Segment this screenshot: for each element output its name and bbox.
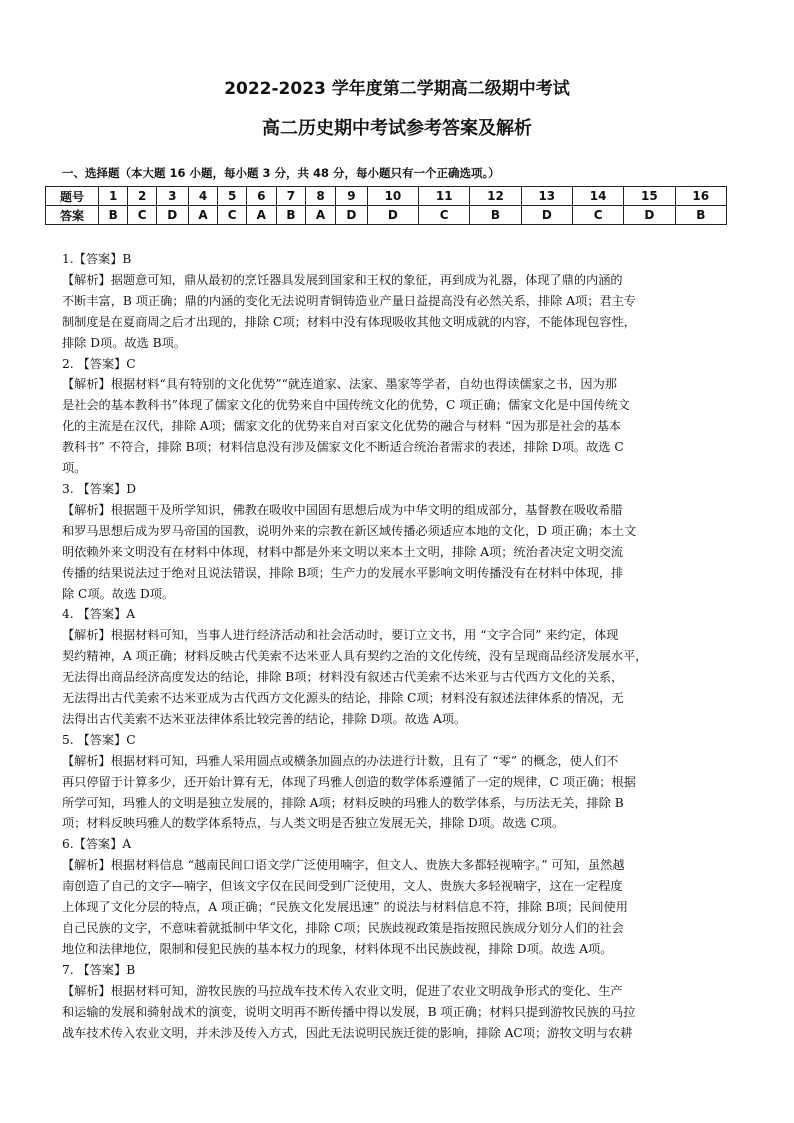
question-number: 16 [675,187,726,206]
question-number: 2 [128,187,156,206]
answer-cell: B [675,206,726,225]
question-number: 14 [572,187,623,206]
row-label: 答案 [46,206,99,225]
answer-line: 2. 【答案】C [62,356,136,371]
answer-line: 6.【答案】A [62,837,132,852]
explanation-line: 【解析】根据材料可知，游牧民族的马拉战车技术传入农业文明，促进了农业文明战争形式的变化、生产 [62,983,623,998]
answer-line: 7. 【答案】B [62,962,136,977]
answer-cell: C [128,206,156,225]
question-number: 9 [335,187,367,206]
exam-title: 2022-2023 学年度第二学期高二级期中考试 [224,79,570,99]
answer-line: 5. 【答案】C [62,732,136,747]
section-heading: 一、选择题（本大题 16 小题，每小题 3 分，共 48 分，每小题只有一个正确选项。） [62,166,500,180]
explanation-line: 无法得出古代美索不达米亚成为古代西方文化源头的结论，排除 C项；材料没有叙述法律体系的情况，无 [62,691,624,706]
question-number: 5 [218,187,246,206]
answer-cell: C [218,206,246,225]
answer-cell: A [188,206,218,225]
answer-cell: B [99,206,128,225]
question-number-row [46,187,727,206]
explanation-line: 和罗马思想后成为罗马帝国的国教，说明外来的宗教在新区域传播必须适应本地的文化，D 项正确；本土文 [62,523,637,538]
explanation-line: 教科书” 不符合，排除 B项；材料信息没有涉及儒家文化不断适合统治者需求的表述，排除 D项。故选 C [62,440,624,455]
answer-key-subtitle: 高二历史期中考试参考答案及解析 [262,118,532,139]
answer-cell: A [306,206,336,225]
explanation-line: 契约精神，A 项正确；材料反映古代美索不达米亚人具有契约之治的文化传统，没有呈现商品经济发展水平， [62,649,648,664]
question-number: 4 [188,187,218,206]
question-number: 8 [306,187,336,206]
explanation-line: 法得出古代美索不达米亚法律体系比较完善的结论，排除 D项。故选 A项。 [62,711,467,726]
answer-line: 3. 【答案】D [62,481,137,496]
explanation-line: 所学可知，玛雅人的文明是独立发展的，排除 A项；材料反映的玛雅人的数学体系，与历法无关，排除 B [62,795,624,810]
explanation-line: 【解析】根据材料“具有特别的文化优势”“就连道家、法家、墨家等学者，自幼也得读儒家之书，因为那 [62,377,617,392]
explanations [62,249,734,1043]
answer-table [45,186,727,225]
question-number: 7 [276,187,305,206]
row-label: 题号 [46,187,99,206]
explanation-line: 化的主流是在汉代，排除 A项；儒家文化的优势来自对百家文化优势的融合与材料 “因为那是社会的基本 [62,419,622,434]
explanation-line: 【解析】根据材料可知，当事人进行经济活动和社会活动时，要订立文书，用 “文字合同” 来约定，体现 [62,628,619,643]
question-number: 12 [470,187,521,206]
explanation-line: 自己民族的文字，不意味着就抵制中华文化，排除 C项；民族歧视政策是指按照民族成分划分人们的社会 [62,921,624,935]
explanation-line: 南创造了自己的文字—喃字，但该文字仅在民间受到广泛使用，文人、贵族大多轻视喃字，这在一定程度 [62,879,623,894]
question-number: 3 [156,187,188,206]
explanation-line: 除 C项。故选 D项。 [62,586,175,601]
explanation-line: 项。 [62,461,87,476]
answer-cell: C [572,206,623,225]
answer-cell: C [419,206,470,225]
answer-cell: D [156,206,188,225]
question-number: 1 [99,187,128,206]
question-number: 10 [367,187,418,206]
explanation-line: 和运输的发展和骑射战术的演变，说明文明再不断传播中得以发展，B 项正确；材料只提到游牧民族的马拉 [62,1004,636,1019]
answer-cell: A [246,206,276,225]
explanation-line: 排除 D项。故选 B项。 [62,335,186,350]
explanation-line: 【解析】根据题干及所学知识，佛教在吸收中国固有思想后成为中华文明的组成部分，基督教在吸收希腊 [62,502,623,517]
question-number: 11 [419,187,470,206]
answer-cell: D [624,206,675,225]
explanation-line: 地位和法律地位，限制和侵犯民族的基本权力的现象，材料体现不出民族歧视，排除 D项。故选 A项。 [62,941,613,956]
explanation-line: 再只停留于计算多少，还开始计算有无，体现了玛雅人创造的数学体系遵循了一定的规律，C 项正确；根据 [62,774,636,789]
explanation-line: 是社会的基本教科书”体现了儒家文化的优势来自中国传统文化的优势，C 项正确；儒家文化是中国传统文 [62,398,630,413]
answer-row [46,206,727,225]
question-number: 6 [246,187,276,206]
answer-line: 1.【答案】B [62,252,132,266]
answer-line: 4. 【答案】A [62,607,136,622]
answer-cell: B [470,206,521,225]
explanation-line: 【解析】根据材料信息 “越南民间口语文学广泛使用喃字，但文人、贵族大多都轻视喃字。” 可知，虽然越 [62,858,625,873]
answer-cell: D [335,206,367,225]
answer-cell: D [367,206,418,225]
explanation-line: 传播的结果说法过于绝对且说法错误，排除 B项；生产力的发展水平影响文明传播没有在材料中体现，排 [62,565,624,580]
question-number: 13 [521,187,572,206]
answer-cell: D [521,206,572,225]
explanation-line: 【解析】根据材料可知，玛雅人采用圆点或横条加圆点的办法进行计数，且有了 “零” 的概念，使人们不 [62,753,619,768]
answer-cell: B [276,206,305,225]
explanation-line: 项；材料反映玛雅人的数学体系特点，与人类文明是否独立发展无关，排除 D项。故选 C项。 [62,816,565,831]
explanation-line: 战车技术传入农业文明，并未涉及传入方式，因此无法说明民族迁徙的影响，排除 AC项；游牧文明与农耕 [62,1025,633,1040]
explanation-line: 【解析】据题意可知，鼎从最初的烹饪器具发展到国家和王权的象征，再到成为礼器，体现了鼎的内涵的 [62,272,623,287]
question-number: 15 [624,187,675,206]
explanation-line: 上体现了文化分层的特点，A 项正确；“民族文化发展迅速” 的说法与材料信息不符，排除 B项；民间使用 [62,900,628,915]
explanation-line: 无法得出商品经济高度发达的结论，排除 B项；材料没有叙述古代美索不达米亚与古代西方文化的关系， [62,670,624,685]
explanation-line: 制制度是在夏商周之后才出现的，排除 C项；材料中没有体现吸收其他文明成就的内容，不能体现包容性， [62,314,636,329]
explanation-line: 明依赖外来文明没有在材料中体现，材料中都是外来文明以来本土文明，排除 A项；统治者决定文明交流 [62,544,624,559]
explanation-line: 不断丰富，B 项正确；鼎的内涵的变化无法说明青铜铸造业产量日益提高没有必然关系，排除 A项；君主专 [62,293,636,308]
